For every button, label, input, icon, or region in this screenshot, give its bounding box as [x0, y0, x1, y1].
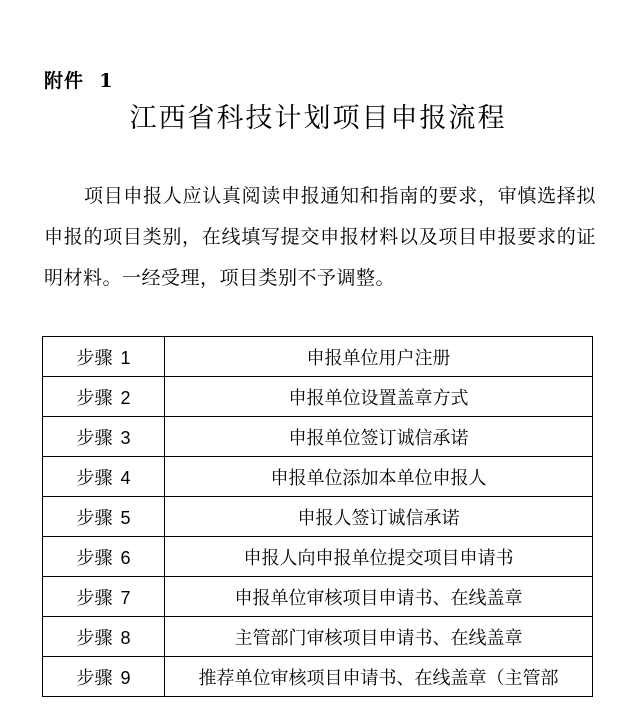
step-label: 步骤	[76, 587, 113, 609]
step-description: 申报单位设置盖章方式	[165, 377, 593, 417]
step-label: 步骤	[76, 547, 113, 569]
step-label: 步骤	[76, 667, 113, 689]
step-description: 申报单位添加本单位申报人	[165, 457, 593, 497]
step-label: 步骤	[76, 627, 113, 649]
step-description: 推荐单位审核项目申请书、在线盖章（主管部	[165, 657, 593, 697]
step-description: 主管部门审核项目申请书、在线盖章	[165, 617, 593, 657]
step-label: 步骤	[76, 387, 113, 409]
document-title: 江西省科技计划项目申报流程	[129, 103, 507, 134]
step-description: 申报单位审核项目申请书、在线盖章	[165, 577, 593, 617]
step-number: 4	[120, 467, 131, 488]
step-description: 申报人签订诚信承诺	[165, 497, 593, 537]
step-number: 3	[120, 427, 131, 448]
step-label-cell	[43, 497, 165, 537]
attachment-label: 附件 1	[44, 70, 114, 92]
step-number: 1	[120, 347, 131, 368]
step-label-cell	[43, 377, 165, 417]
table-row	[43, 577, 593, 617]
step-description: 申报单位签订诚信承诺	[165, 417, 593, 457]
table-row	[43, 377, 593, 417]
step-label: 步骤	[76, 347, 113, 369]
step-label-cell	[43, 657, 165, 697]
step-number: 7	[120, 587, 131, 608]
step-number: 9	[120, 667, 131, 688]
step-number: 6	[120, 547, 131, 568]
step-label-cell	[43, 337, 165, 377]
table-row	[43, 617, 593, 657]
step-label-cell	[43, 417, 165, 457]
step-label: 步骤	[76, 427, 113, 449]
step-number: 5	[120, 507, 131, 528]
step-label-cell	[43, 577, 165, 617]
step-description: 申报单位用户注册	[165, 337, 593, 377]
table-row	[43, 457, 593, 497]
intro-paragraph: 项目申报人应认真阅读申报通知和指南的要求，审慎选择拟申报的项目类别，在线填写提交申报材料以及项目申报要求的证明材料。一经受理，项目类别不予调整。	[44, 185, 596, 289]
table-row	[43, 497, 593, 537]
step-number: 8	[120, 627, 131, 648]
step-label-cell	[43, 457, 165, 497]
table-row	[43, 537, 593, 577]
table-row	[43, 337, 593, 377]
step-label: 步骤	[76, 467, 113, 489]
step-number: 2	[120, 387, 131, 408]
table-row	[43, 657, 593, 697]
step-label: 步骤	[76, 507, 113, 529]
table-row	[43, 417, 593, 457]
step-description: 申报人向申报单位提交项目申请书	[165, 537, 593, 577]
step-label-cell	[43, 537, 165, 577]
step-label-cell	[43, 617, 165, 657]
steps-table	[42, 336, 593, 697]
